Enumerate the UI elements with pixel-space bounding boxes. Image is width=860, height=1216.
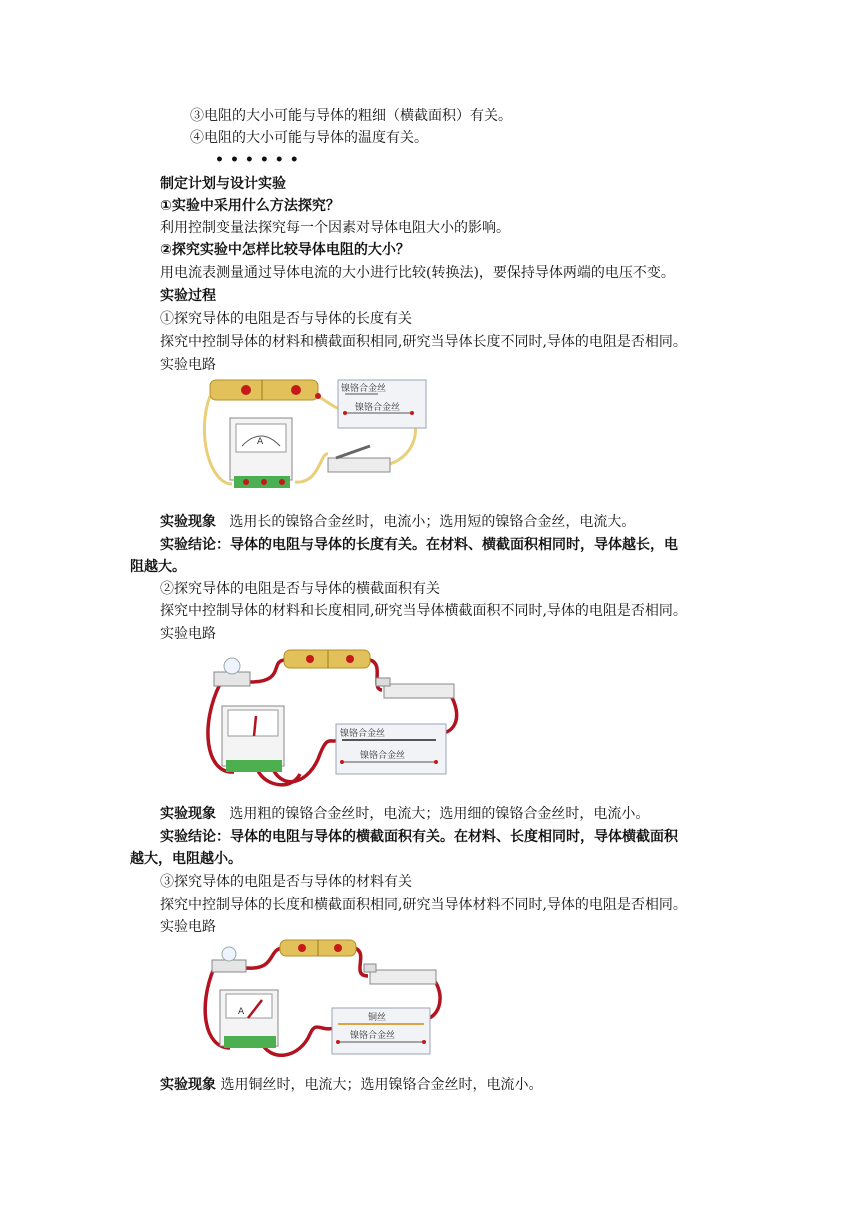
exp1-phenomenon: 实验现象 选用长的镍铬合金丝时，电流小；选用短的镍铬合金丝，电流大。: [160, 514, 636, 530]
exp2-title: ②探究导体的电阻是否与导体的横截面积有关: [160, 581, 440, 597]
wire-label: 铜丝: [368, 1013, 387, 1023]
exp1-title: ①探究导体的电阻是否与导体的长度有关: [160, 311, 412, 327]
switch-icon: [328, 458, 390, 472]
circuit-diagram-1: [200, 374, 430, 498]
exp3-title: ③探究导体的电阻是否与导体的材料有关: [160, 874, 412, 890]
hypothesis-4: ④电阻的大小可能与导体的温度有关。: [190, 130, 428, 146]
exp1-conclusion: 实验结论：导体的电阻与导体的长度有关。在材料、横截面积相同时，导体越长，电 阻越大。: [130, 537, 678, 575]
exp2-conclusion: 实验结论：导体的电阻与导体的横截面积有关。在材料、长度相同时，导体横截面积 越大，电阻越小。: [130, 829, 678, 867]
exp1-desc: 探究中控制导体的材料和横截面积相同,研究当导体长度不同时,导体的电阻是否相同。: [160, 334, 687, 350]
exp3-desc: 探究中控制导体的长度和横截面积相同,研究当导体材料不同时,导体的电阻是否相同。: [160, 897, 687, 913]
svg-text:A: A: [238, 1007, 245, 1017]
exp2-phenomenon: 实验现象 选用粗的镍铬合金丝时，电流大；选用细的镍铬合金丝时，电流小。: [160, 806, 650, 822]
hypothesis-3: ③电阻的大小可能与导体的粗细（横截面积）有关。: [190, 108, 512, 124]
wire-label: 镍铬合金丝: [360, 751, 406, 761]
exp2-desc: 探究中控制导体的材料和长度相同,研究当导体横截面积不同时,导体的电阻是否相同。: [160, 603, 687, 619]
wire-label: 镍铬合金丝: [341, 384, 387, 394]
wire-label: 镍铬合金丝: [340, 729, 386, 739]
svg-text:A: A: [257, 437, 264, 447]
wire-label: 镍铬合金丝: [350, 1031, 396, 1041]
switch-icon: [384, 684, 454, 698]
process-heading: 实验过程: [160, 288, 216, 304]
circuit-diagram-3: [200, 936, 450, 1064]
battery-icon: [284, 650, 370, 668]
question-2: ②探究实验中怎样比较导体电阻的大小？: [160, 242, 410, 258]
answer-2: 用电流表测量通过导体电流的大小进行比较(转换法)，要保持导体两端的电压不变。: [160, 265, 675, 281]
question-1: ①实验中采用什么方法探究？: [160, 198, 340, 214]
exp3-phenomenon: 实验现象 选用铜丝时，电流大；选用镍铬合金丝时，电流小。: [160, 1077, 543, 1093]
exp1-circuit-label: 实验电路: [160, 357, 216, 373]
exp3-circuit-label: 实验电路: [160, 919, 216, 935]
ellipsis-dots: ••••••: [215, 152, 305, 168]
wire-label: 镍铬合金丝: [355, 403, 401, 413]
plan-heading: 制定计划与设计实验: [160, 176, 286, 192]
answer-1: 利用控制变量法探究每一个因素对导体电阻大小的影响。: [160, 220, 510, 236]
switch-icon: [370, 970, 436, 984]
bulb-icon: [212, 960, 246, 972]
battery-icon: [210, 380, 318, 400]
exp2-circuit-label: 实验电路: [160, 626, 216, 642]
circuit-diagram-2: [200, 644, 470, 794]
